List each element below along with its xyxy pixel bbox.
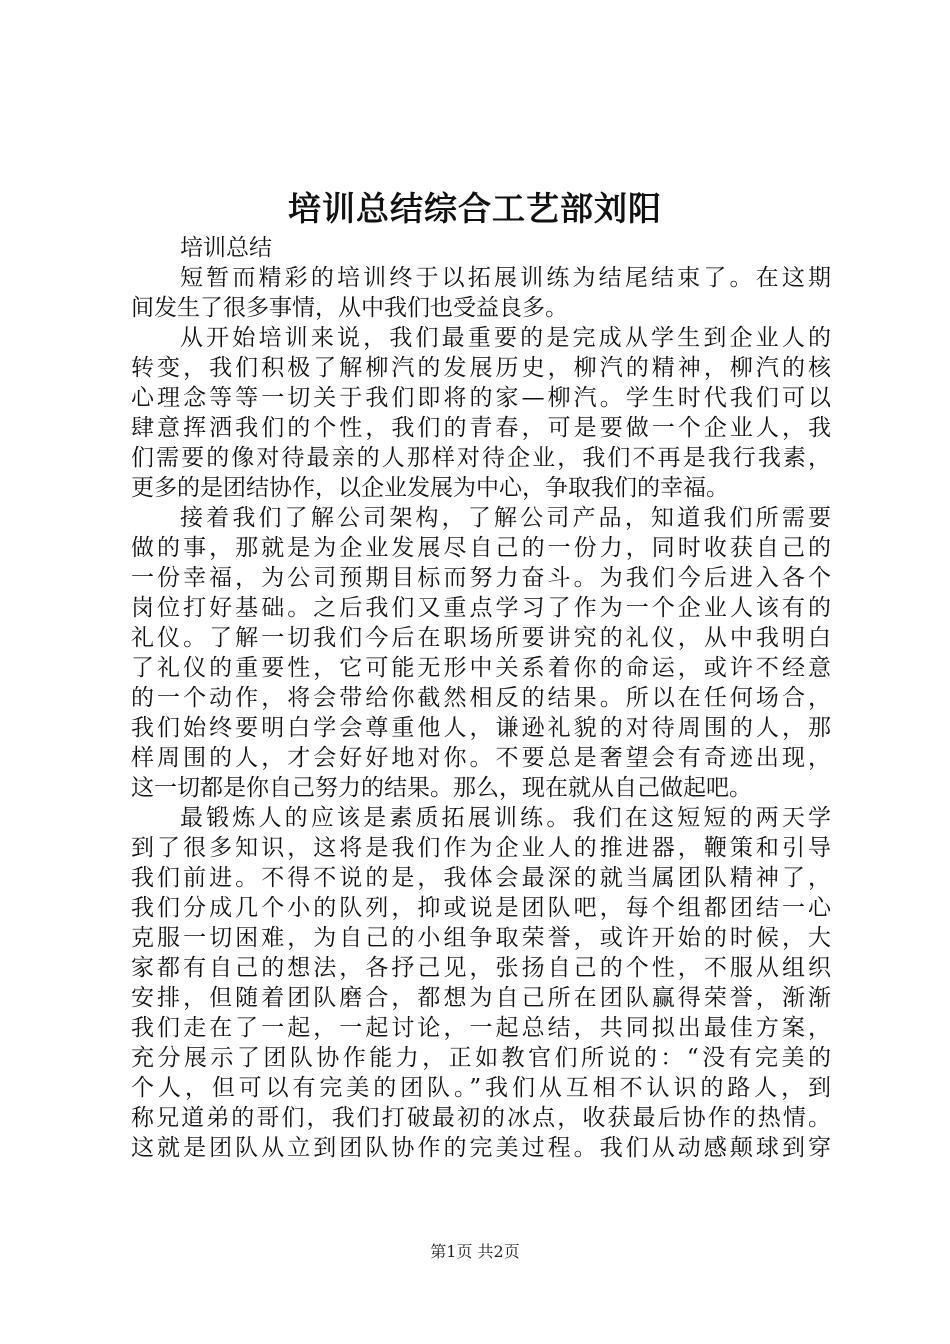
- paragraph-line: 了礼仪的重要性，它可能无形中关系着你的命运，或许不经意: [131, 655, 831, 681]
- section-heading: 培训总结: [180, 235, 272, 261]
- paragraph-line: 礼仪。了解一切我们今后在职场所要讲究的礼仪，从中我明白: [131, 625, 831, 651]
- paragraph-line: 一份幸福，为公司预期目标而努力奋斗。为我们今后进入各个: [131, 565, 831, 591]
- paragraph-line: 克服一切困难，为自己的小组争取荣誉，或许开始的时候，大: [131, 925, 831, 951]
- paragraph-line: 最锻炼人的应该是素质拓展训练。我们在这短短的两天学: [180, 805, 831, 831]
- paragraph-line: 的一个动作，将会带给你截然相反的结果。所以在任何场合，: [131, 685, 831, 711]
- document-body: [131, 233, 831, 1163]
- page-footer: 第1页 共2页: [430, 1242, 520, 1261]
- paragraph-line: 个人，但可以有完美的团队。”我们从互相不认识的路人，到: [131, 1075, 831, 1101]
- paragraph-line: 转变，我们积极了解柳汽的发展历史，柳汽的精神，柳汽的核: [131, 355, 831, 381]
- paragraph-line: 这就是团队从立到团队协作的完美过程。我们从动感颠球到穿: [131, 1135, 831, 1161]
- paragraph-line: 我们分成几个小的队列，抑或说是团队吧，每个组都团结一心: [131, 895, 831, 921]
- document-title: 培训总结综合工艺部刘阳: [288, 189, 662, 228]
- paragraph-line: 从开始培训来说，我们最重要的是完成从学生到企业人的: [180, 325, 831, 351]
- paragraph-line: 短暂而精彩的培训终于以拓展训练为结尾结束了。在这期: [180, 265, 831, 291]
- paragraph-line: 我们前进。不得不说的是，我体会最深的就当属团队精神了，: [131, 865, 831, 891]
- paragraph-line: 我们始终要明白学会尊重他人，谦逊礼貌的对待周围的人，那: [131, 715, 831, 741]
- paragraph-line: 们需要的像对待最亲的人那样对待企业，我们不再是我行我素，: [131, 445, 831, 471]
- paragraph-line: 称兄道弟的哥们，我们打破最初的冰点，收获最后协作的热情。: [131, 1105, 831, 1131]
- paragraph-line: 岗位打好基础。之后我们又重点学习了作为一个企业人该有的: [131, 595, 831, 621]
- paragraph-line: 安排，但随着团队磨合，都想为自己所在团队赢得荣誉，渐渐: [131, 985, 831, 1011]
- paragraph-line: 肆意挥洒我们的个性，我们的青春，可是要做一个企业人，我: [131, 415, 831, 441]
- paragraph-line: 到了很多知识，这将是我们作为企业人的推进器，鞭策和引导: [131, 835, 831, 861]
- paragraph-line: 间发生了很多事情，从中我们也受益良多。: [131, 295, 568, 321]
- paragraph-line: 接着我们了解公司架构，了解公司产品，知道我们所需要: [180, 505, 831, 531]
- paragraph-line: 家都有自己的想法，各抒己见，张扬自己的个性，不服从组织: [131, 955, 831, 981]
- paragraph-line: 更多的是团结协作，以企业发展为中心，争取我们的幸福。: [131, 475, 729, 501]
- paragraph-line: 我们走在了一起，一起讨论，一起总结，共同拟出最佳方案，: [131, 1015, 831, 1041]
- paragraph-line: 充分展示了团队协作能力，正如教官们所说的：“没有完美的: [131, 1045, 831, 1071]
- paragraph-line: 做的事，那就是为企业发展尽自己的一份力，同时收获自己的: [131, 535, 831, 561]
- paragraph-line: 心理念等等一切关于我们即将的家—柳汽。学生时代我们可以: [131, 385, 831, 411]
- paragraph-line: 这一切都是你自己努力的结果。那么，现在就从自己做起吧。: [131, 775, 752, 801]
- paragraph-line: 样周围的人，才会好好地对你。不要总是奢望会有奇迹出现，: [131, 745, 831, 771]
